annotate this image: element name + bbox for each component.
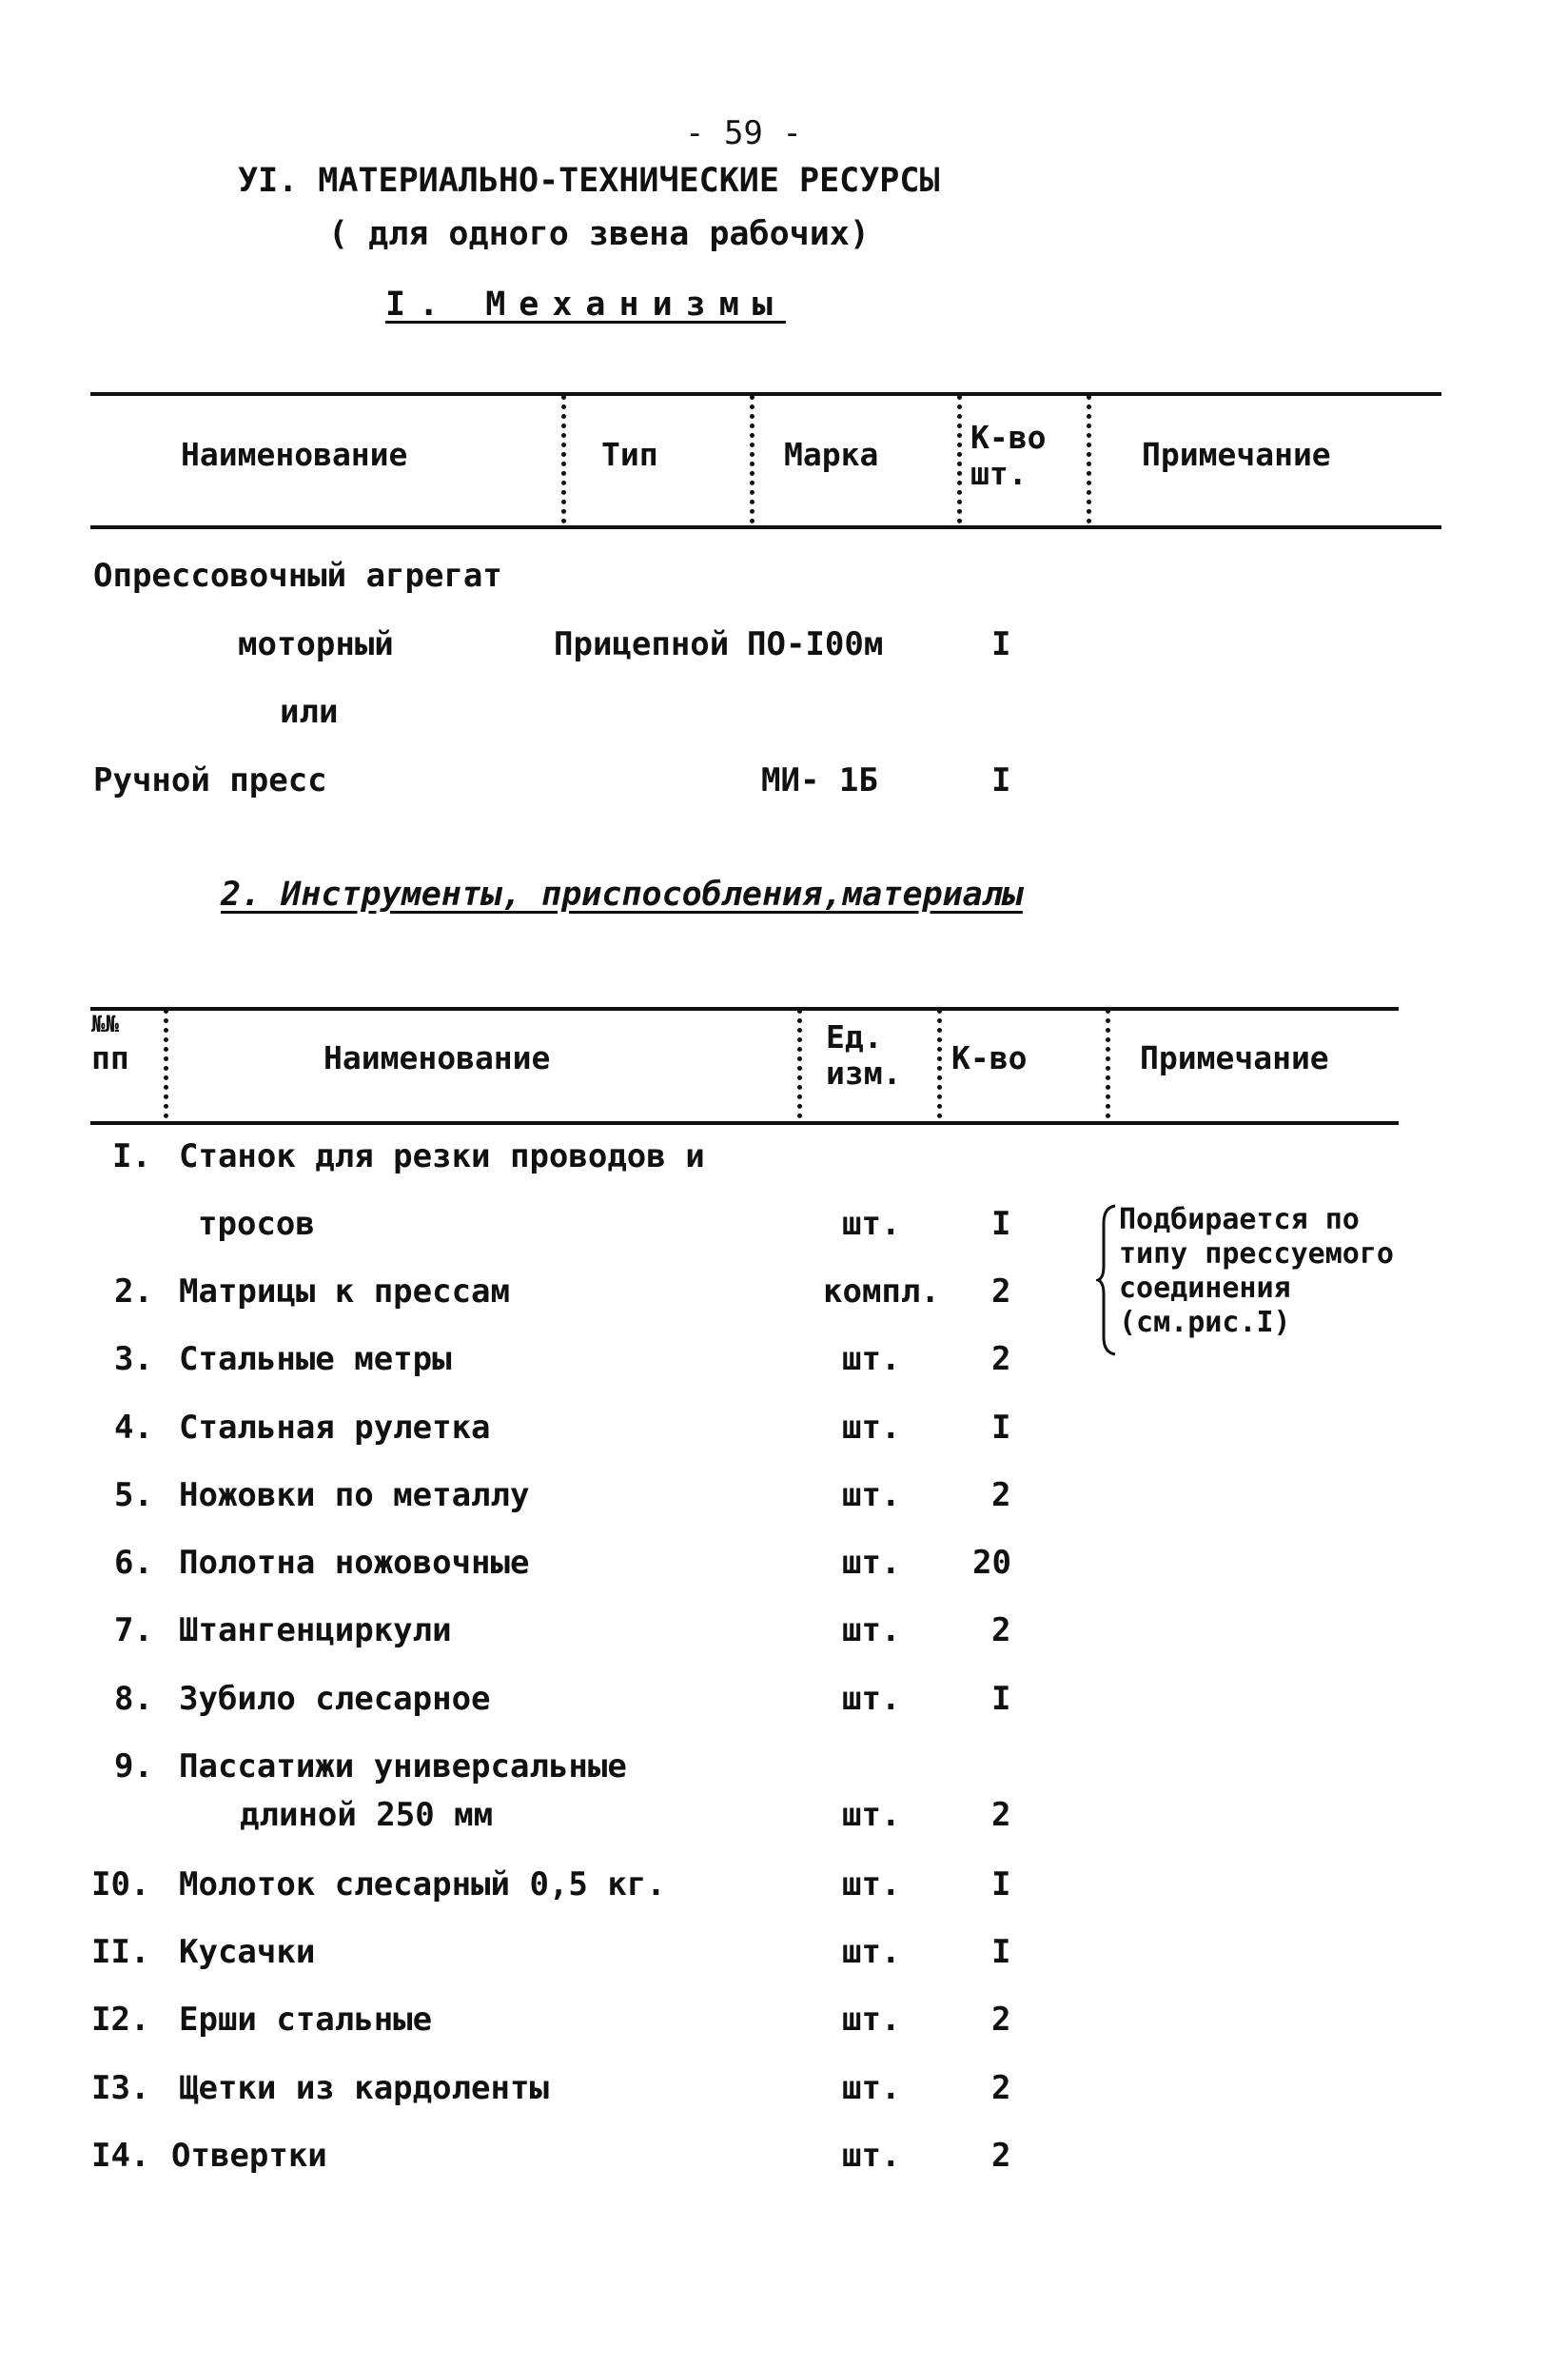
table1-row-type: Прицепной	[554, 625, 730, 663]
table2-row-name: Матрицы к прессам	[179, 1272, 510, 1311]
table2-note: Подбирается по типу прессуемого соединения (см.рис.I)	[1119, 1203, 1394, 1339]
table2-row-unit: шт.	[842, 1680, 901, 1718]
table1-col-separator	[1087, 395, 1091, 523]
table2-top-rule	[90, 1007, 1399, 1011]
table2-row-qty: I	[991, 1409, 1011, 1447]
table2-row-num: 2.	[114, 1272, 153, 1311]
section2-heading: 2. Инструменты, приспособления,материалы	[221, 876, 1023, 914]
table2-row-num: I2.	[91, 2001, 150, 2039]
table1-row-qty: I	[991, 761, 1011, 799]
table1-row-brand: МИ- 1Б	[761, 761, 878, 799]
table2-row-name: Полотна ножовочные	[179, 1544, 530, 1582]
table2-header-unit-line2: изм.	[826, 1055, 902, 1092]
table1-header-name: Наименование	[181, 436, 408, 473]
table1-top-rule	[90, 392, 1441, 396]
table2-row-qty: 2	[991, 1611, 1011, 1649]
table1-header-qty-line2: шт.	[970, 455, 1028, 492]
table2-row-num: 4.	[114, 1409, 153, 1447]
table1-row-brand: ПО-I00м	[747, 625, 884, 663]
table2-row-unit: шт.	[842, 1205, 901, 1243]
table1-col-separator	[561, 395, 566, 523]
table2-row-qty: 20	[972, 1544, 1011, 1582]
table2-row-num: 5.	[114, 1476, 153, 1514]
table2-col-separator	[797, 1009, 802, 1118]
table2-row-name: Стальные метры	[179, 1340, 452, 1378]
table2-row-name: Штангенциркули	[179, 1611, 452, 1649]
table2-row-name: Станок для резки проводов и	[179, 1137, 705, 1175]
table1-row-name: моторный	[238, 625, 394, 663]
table2-row-num: 7.	[114, 1611, 153, 1649]
table2-row-num: I0.	[91, 1865, 150, 1903]
table2-header-unit-line1: Ед.	[826, 1018, 883, 1055]
table2-row-qty: I	[991, 1680, 1011, 1718]
table2-row-num: I4.	[91, 2137, 150, 2175]
table2-row-unit: шт.	[842, 2069, 901, 2107]
table2-row-name: Молоток слесарный 0,5 кг.	[179, 1865, 666, 1903]
table2-header-num-line1: №№	[91, 1011, 119, 1037]
page-subtitle: ( для одного звена рабочих)	[328, 215, 870, 253]
table2-row-unit: шт.	[842, 1476, 901, 1514]
table2-col-separator	[937, 1009, 942, 1118]
table2-row-name: тросов	[198, 1205, 315, 1243]
table2-header-name: Наименование	[323, 1039, 551, 1076]
table2-row-unit: шт.	[842, 2137, 901, 2175]
table2-row-name: длиной 250 мм	[240, 1796, 494, 1834]
table1-col-separator	[957, 395, 962, 523]
table2-row-name: Щетки из кардоленты	[179, 2069, 549, 2107]
table2-row-unit: шт.	[842, 1340, 901, 1378]
table2-col-separator	[164, 1009, 168, 1118]
table1-col-separator	[750, 395, 755, 523]
table1-header-note: Примечание	[1142, 436, 1331, 473]
table2-row-unit: шт.	[842, 1796, 901, 1834]
table2-row-qty: I	[991, 1933, 1011, 1971]
table1-row-qty: I	[991, 625, 1011, 663]
table2-row-qty: 2	[991, 1796, 1011, 1834]
table2-row-unit: шт.	[842, 1933, 901, 1971]
table2-row-name: Стальная рулетка	[179, 1409, 491, 1447]
table2-row-num: 3.	[114, 1340, 153, 1378]
table2-row-unit: компл.	[823, 1272, 940, 1311]
table2-row-num: I.	[112, 1137, 151, 1175]
table2-row-name: Зубило слесарное	[179, 1680, 491, 1718]
table2-row-name: Пассатижи универсальные	[179, 1747, 627, 1785]
table2-row-qty: 2	[991, 1272, 1011, 1311]
table2-row-unit: шт.	[842, 1409, 901, 1447]
table1-header-rule	[90, 525, 1441, 529]
table2-header-qty: К-во	[951, 1039, 1028, 1076]
table1-row-name: Ручной пресс	[93, 761, 327, 799]
table1-row-name: Опрессовочный агрегат	[93, 557, 502, 595]
section1-heading: I. Механизмы	[385, 286, 786, 324]
table2-row-name: Отвертки	[171, 2137, 327, 2175]
curly-brace-icon	[1096, 1204, 1117, 1356]
table2-row-qty: 2	[991, 2069, 1011, 2107]
table2-header-note: Примечание	[1140, 1039, 1329, 1076]
table2-row-unit: шт.	[842, 1611, 901, 1649]
table2-row-num: 8.	[114, 1680, 153, 1718]
table2-row-name: Ножовки по металлу	[179, 1476, 530, 1514]
table2-row-qty: 2	[991, 2137, 1011, 2175]
table2-header-rule	[90, 1121, 1399, 1125]
table2-row-num: II.	[91, 1933, 150, 1971]
page-number: - 59 -	[685, 114, 802, 152]
table1-header-brand: Марка	[784, 436, 879, 473]
page-title: УI. МАТЕРИАЛЬНО-ТЕХНИЧЕСКИЕ РЕСУРСЫ	[238, 162, 940, 200]
table2-row-qty: 2	[991, 2001, 1011, 2039]
table2-header-num-line2: пп	[91, 1039, 129, 1076]
table2-row-qty: I	[991, 1205, 1011, 1243]
table2-row-unit: шт.	[842, 1544, 901, 1582]
table2-row-num: 9.	[114, 1747, 153, 1785]
table2-row-qty: 2	[991, 1476, 1011, 1514]
table1-row-name: или	[280, 693, 339, 731]
table2-row-unit: шт.	[842, 2001, 901, 2039]
table1-header-qty-line1: К-во	[970, 419, 1047, 456]
table2-row-unit: шт.	[842, 1865, 901, 1903]
table2-row-qty: 2	[991, 1340, 1011, 1378]
table1-header-type: Тип	[601, 436, 658, 473]
table2-row-num: 6.	[114, 1544, 153, 1582]
table2-row-name: Ерши стальные	[179, 2001, 433, 2039]
table2-row-qty: I	[991, 1865, 1011, 1903]
table2-row-name: Кусачки	[179, 1933, 316, 1971]
table2-col-separator	[1106, 1009, 1110, 1118]
table2-row-num: I3.	[91, 2069, 150, 2107]
